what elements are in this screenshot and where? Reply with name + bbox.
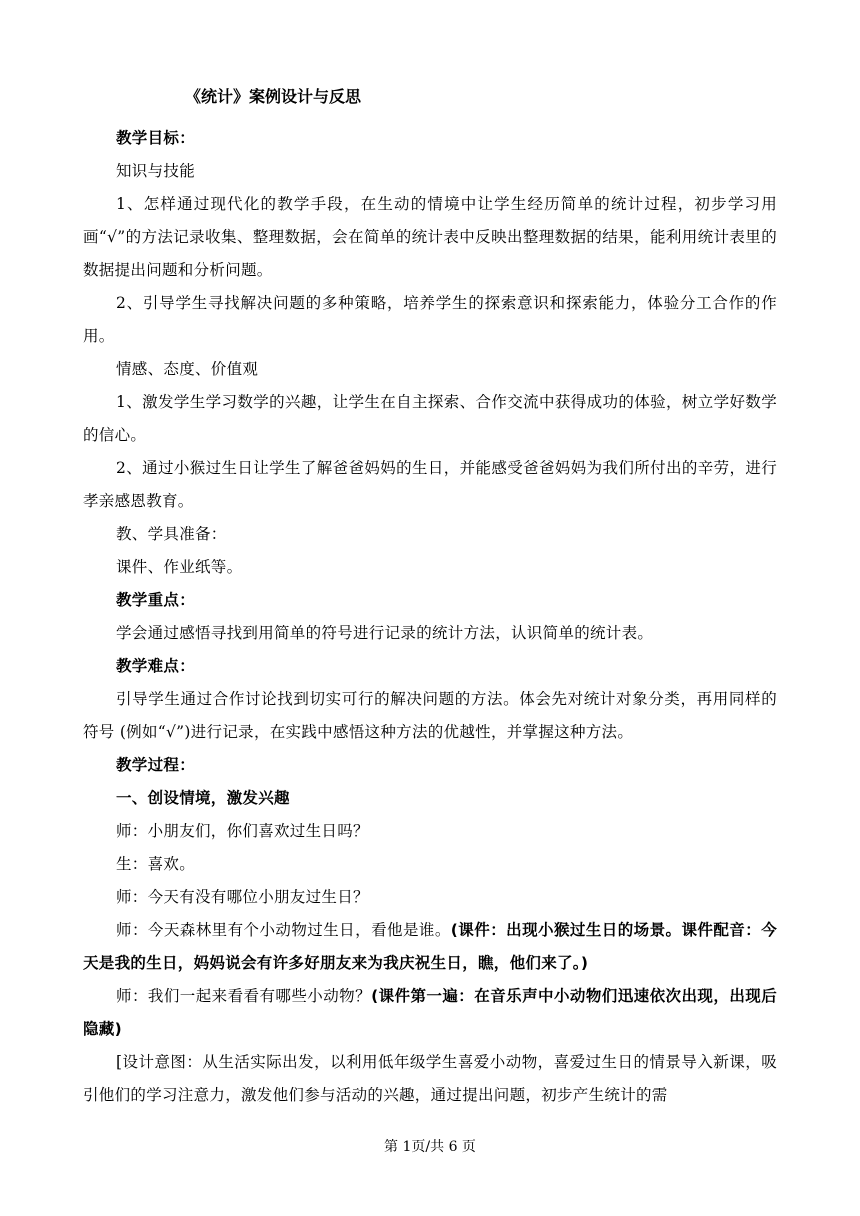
knowledge-heading: 知识与技能 xyxy=(116,162,196,180)
dialogue-line-4 xyxy=(83,914,777,980)
dialogue-line-1: 师：小朋友们，你们喜欢过生日吗？ xyxy=(116,822,369,840)
emotion-item-2: 2、通过小猴过生日让学生了解爸爸妈妈的生日，并能感受爸爸妈妈为我们所付出的辛劳，进行孝亲感恩教育。 xyxy=(83,459,777,510)
design-intent-text: [设计意图：从生活实际出发，以利用低年级学生喜爱小动物，喜爱过生日的情景导入新课，吸引他们的学习注意力，激发他们参与活动的兴趣，通过提出问题，初步产生统计的需 xyxy=(83,1053,777,1104)
emotion-item-1: 1、激发学生学习数学的兴趣，让学生在自主探索、合作交流中获得成功的体验，树立学好数学的信心。 xyxy=(83,393,777,444)
page-footer: 第 1页/共 6 页 xyxy=(384,1139,476,1155)
difficulty-text: 引导学生通过合作讨论找到切实可行的解决问题的方法。体会先对统计对象分类，再用同样的符号 (例如“√”)进行记录，在实践中感悟这种方法的优越性，并掌握这种方法。 xyxy=(83,690,777,741)
key-point-text: 学会通过感悟寻找到用简单的符号进行记录的统计方法，认识简单的统计表。 xyxy=(116,624,654,642)
document-page xyxy=(83,86,777,1112)
dialogue-line-2: 生：喜欢。 xyxy=(116,855,196,873)
emotion-heading: 情感、态度、价值观 xyxy=(116,360,259,378)
document-title: 《统计》案例设计与反思 xyxy=(185,87,362,106)
difficulty-heading: 教学难点： xyxy=(116,657,196,675)
prep-text: 课件、作业纸等。 xyxy=(116,558,243,576)
dialogue-line-4-courseware-note: (课件：出现小猴过生日的场景。课件配音：今天是我的生日，妈妈说会有许多好朋友来为我庆祝生日，瞧，他们来了。) xyxy=(83,921,777,972)
knowledge-item-2: 2、引导学生寻找解决问题的多种策略，培养学生的探索意识和探索能力，体验分工合作的作用。 xyxy=(83,294,777,345)
prep-heading: 教、学具准备： xyxy=(116,525,227,543)
dialogue-line-5 xyxy=(83,980,777,1046)
knowledge-item-1: 1、怎样通过现代化的教学手段，在生动的情境中让学生经历简单的统计过程，初步学习用画“√”的方法记录收集、整理数据，会在简单的统计表中反映出整理数据的结果，能利用统计表里的数据提出问题和分析问题。 xyxy=(83,195,777,279)
dialogue-line-5-text: 师：我们一起来看看有哪些小动物？ xyxy=(116,987,372,1005)
dialogue-line-3: 师：今天有没有哪位小朋友过生日？ xyxy=(116,888,369,906)
dialogue-line-5-courseware-note: (课件第一遍：在音乐声中小动物们迅速依次出现，出现后隐藏) xyxy=(83,987,777,1038)
process-heading: 教学过程： xyxy=(116,756,196,774)
dialogue-line-4-text: 师：今天森林里有个小动物过生日，看他是谁。 xyxy=(116,921,451,939)
key-point-heading: 教学重点： xyxy=(116,591,196,609)
section-1-heading: 一、创设情境，激发兴趣 xyxy=(116,789,290,807)
goal-heading: 教学目标： xyxy=(116,129,196,147)
